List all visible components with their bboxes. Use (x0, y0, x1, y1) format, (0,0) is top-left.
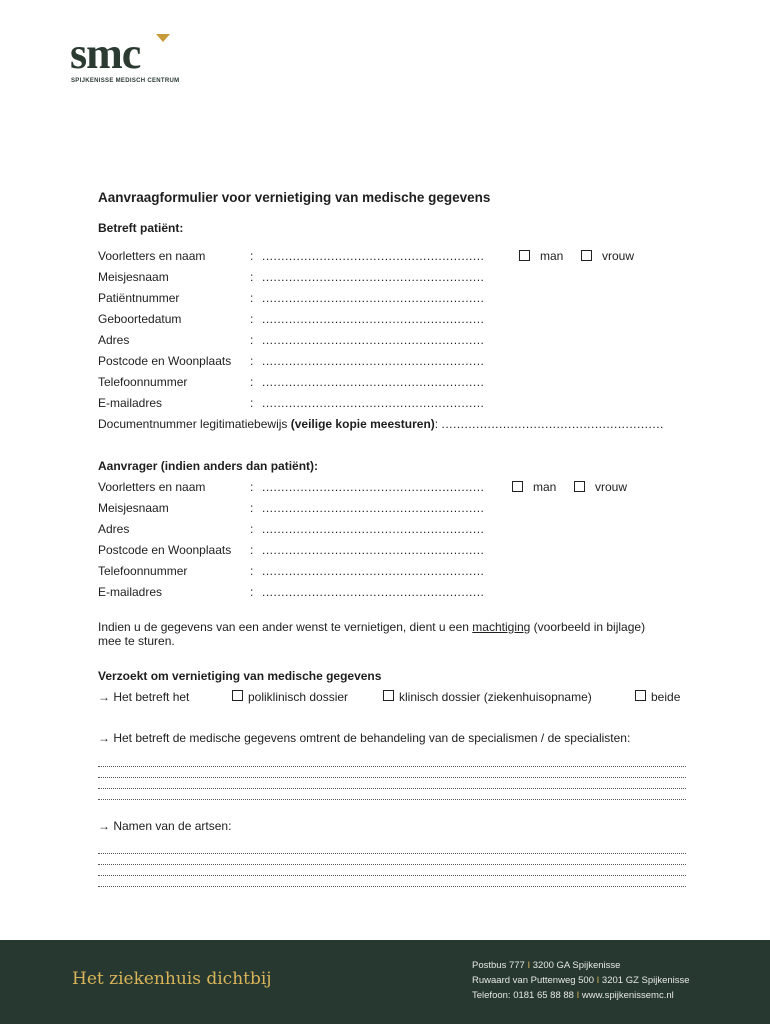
dotted-line[interactable] (98, 864, 686, 865)
patient-postcode-input[interactable]: .......................................................... (262, 354, 485, 368)
applicant-field-label: Meisjesnaam (98, 501, 169, 515)
dotted-line[interactable] (98, 777, 686, 778)
logo-accent-shape (156, 34, 170, 42)
dotted-line[interactable] (98, 853, 686, 854)
patient-female-label: vrouw (602, 249, 635, 263)
applicant-heading: Aanvrager (indien anders dan patiënt): (98, 459, 319, 473)
footer-band (0, 940, 770, 1024)
request-heading: Verzoekt om vernietiging van medische gegevens (98, 669, 382, 683)
footer-address-line (472, 975, 690, 986)
both-checkbox[interactable] (635, 690, 646, 701)
document-number-label: Documentnummer legitimatiebewijs (98, 417, 288, 431)
applicant-address-input[interactable]: .......................................................... (262, 522, 485, 536)
clinical-file-checkbox[interactable] (383, 690, 394, 701)
document-colon: : (434, 417, 439, 431)
dotted-line[interactable] (98, 799, 686, 800)
form-title: Aanvraagformulier voor vernietiging van medische gegevens (98, 190, 491, 205)
patient-male-checkbox[interactable] (519, 250, 530, 261)
outpatient-file-checkbox[interactable] (232, 690, 243, 701)
footer-address-part: 3200 GA Spijkenisse (532, 960, 621, 971)
footer-address-part: Postbus 777 (472, 960, 525, 971)
footer-address-line (472, 960, 620, 971)
concerns-label: → Het betreft het (98, 690, 190, 704)
patient-heading: Betreft patiënt: (98, 221, 184, 235)
patient-field-label: Adres (98, 333, 130, 347)
field-colon: : (250, 543, 254, 557)
patient-field-label: Geboortedatum (98, 312, 182, 326)
outpatient-file-label: poliklinisch dossier (248, 690, 349, 704)
field-colon: : (250, 564, 254, 578)
field-colon: : (250, 480, 254, 494)
note-text: (voorbeeld in bijlage) (533, 620, 646, 634)
patient-email-input[interactable]: .......................................................... (262, 396, 485, 410)
field-colon: : (250, 354, 254, 368)
applicant-field-label: E-mailadres (98, 585, 163, 599)
footer-website-link[interactable]: www.spijkenissemc.nl (581, 990, 674, 1001)
patient-field-label: Postcode en Woonplaats (98, 354, 232, 368)
field-colon: : (250, 522, 254, 536)
note-text-line2: mee te sturen. (98, 634, 175, 648)
patient-field-label: Voorletters en naam (98, 249, 206, 263)
smc-logo (70, 29, 200, 92)
applicant-male-checkbox[interactable] (512, 481, 523, 492)
footer-address-part: Ruwaard van Puttenweg 500 (472, 975, 594, 986)
applicant-field-label: Adres (98, 522, 130, 536)
field-colon: : (250, 501, 254, 515)
field-colon: : (250, 585, 254, 599)
footer-phone: Telefoon: 0181 65 88 88 (472, 990, 574, 1001)
note-text: Indien u de gegevens van een ander wenst te vernietigen, dient u een (98, 620, 469, 634)
document-copy-note: (veilige kopie meesturen) (290, 417, 435, 431)
footer-separator: I (576, 990, 580, 1001)
patient-maiden-name-input[interactable]: .......................................................... (262, 270, 485, 284)
field-colon: : (250, 249, 254, 263)
applicant-name-input[interactable]: .......................................................... (262, 480, 485, 494)
patient-field-label: Patiëntnummer (98, 291, 180, 305)
footer-address-line (472, 990, 674, 1001)
dotted-line[interactable] (98, 788, 686, 789)
document-number-row (98, 417, 664, 431)
logo-subtitle: SPIJKENISSE MEDISCH CENTRUM (71, 78, 180, 84)
footer-separator: I (527, 960, 531, 971)
applicant-phone-input[interactable]: .......................................................... (262, 564, 485, 578)
patient-number-input[interactable]: .......................................................... (262, 291, 485, 305)
both-label: beide (651, 690, 681, 704)
patient-name-input[interactable]: .......................................................... (262, 249, 485, 263)
patient-field-label: E-mailadres (98, 396, 163, 410)
applicant-field-label: Telefoonnummer (98, 564, 188, 578)
applicant-maiden-name-input[interactable]: .......................................................... (262, 501, 485, 515)
clinical-file-label: klinisch dossier (ziekenhuisopname) (399, 690, 592, 704)
applicant-field-label: Postcode en Woonplaats (98, 543, 232, 557)
footer-address-part: 3201 GZ Spijkenisse (601, 975, 690, 986)
applicant-male-label: man (533, 480, 557, 494)
field-colon: : (250, 312, 254, 326)
applicant-female-checkbox[interactable] (574, 481, 585, 492)
footer-slogan: Het ziekenhuis dichtbij (72, 969, 272, 989)
authorization-note (98, 620, 645, 634)
authorization-link[interactable]: machtiging (472, 620, 531, 634)
applicant-email-input[interactable]: .......................................................... (262, 585, 485, 599)
dotted-line[interactable] (98, 766, 686, 767)
patient-address-input[interactable]: .......................................................... (262, 333, 485, 347)
field-colon: : (250, 396, 254, 410)
patient-phone-input[interactable]: .......................................................... (262, 375, 485, 389)
patient-field-label: Meisjesnaam (98, 270, 169, 284)
document-number-input[interactable]: .......................................................... (441, 417, 664, 431)
field-colon: : (250, 333, 254, 347)
applicant-field-label: Voorletters en naam (98, 480, 206, 494)
footer-separator: I (596, 975, 600, 986)
patient-male-label: man (540, 249, 564, 263)
field-colon: : (250, 270, 254, 284)
applicant-female-label: vrouw (595, 480, 628, 494)
field-colon: : (250, 291, 254, 305)
applicant-postcode-input[interactable]: .......................................................... (262, 543, 485, 557)
dotted-line[interactable] (98, 886, 686, 887)
dotted-line[interactable] (98, 875, 686, 876)
logo-wordmark: smc (70, 29, 141, 78)
specialism-label: → Het betreft de medische gegevens omtrent de behandeling van de specialismen / de specialisten: (98, 731, 631, 745)
field-colon: : (250, 375, 254, 389)
doctors-label: → Namen van de artsen: (98, 819, 232, 833)
patient-field-label: Telefoonnummer (98, 375, 188, 389)
patient-female-checkbox[interactable] (581, 250, 592, 261)
patient-birthdate-input[interactable]: .......................................................... (262, 312, 485, 326)
